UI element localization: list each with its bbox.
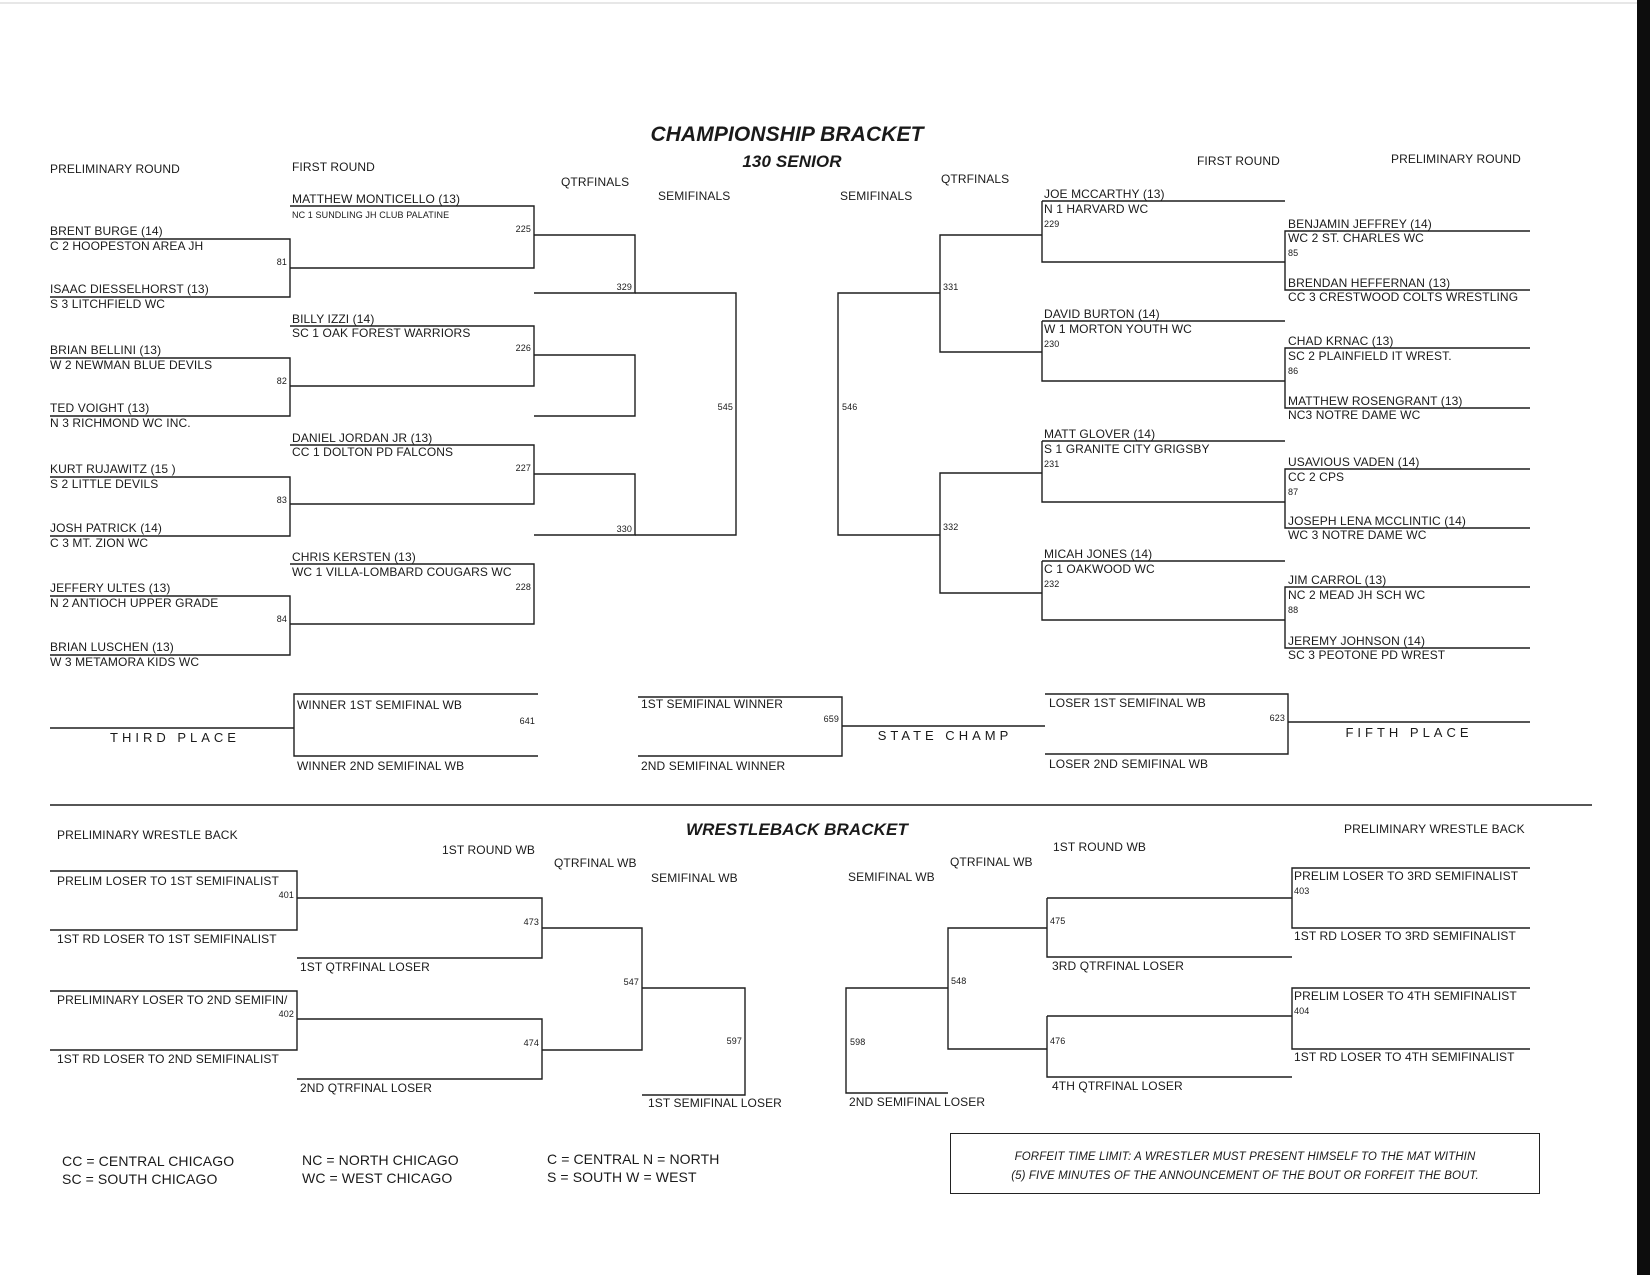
wrestler-team: C 2 HOOPESTON AREA JH xyxy=(50,239,204,253)
round-label-semi-left: SEMIFINALS xyxy=(658,189,731,203)
bout-number: 329 xyxy=(616,282,632,292)
bout-number: 548 xyxy=(951,976,967,986)
wrestler-team: SC 2 PLAINFIELD IT WREST. xyxy=(1288,349,1452,363)
wb-qtr-loser-slot: 3RD QTRFINAL LOSER xyxy=(1052,959,1185,973)
state-champ-label: STATE CHAMP xyxy=(877,728,1013,743)
wb-slot: 1ST RD LOSER TO 2ND SEMIFINALIST xyxy=(57,1052,279,1066)
wrestler-name: BILLY IZZI (14) xyxy=(292,312,375,326)
wrestler-team: N 3 RICHMOND WC INC. xyxy=(50,416,191,430)
wrestler-name: KURT RUJAWITZ (15 ) xyxy=(50,462,176,476)
wrestler-team: NC3 NOTRE DAME WC xyxy=(1288,408,1421,422)
bout-number: 473 xyxy=(523,917,539,927)
wrestleback-title: WRESTLEBACK BRACKET xyxy=(686,820,908,839)
round-label-wb-semi-left: SEMIFINAL WB xyxy=(651,871,738,885)
bout-number: 547 xyxy=(623,977,639,987)
legend-wc: WC = WEST CHICAGO xyxy=(302,1170,453,1186)
wrestler-name: BRENDAN HEFFERNAN (13) xyxy=(1288,276,1451,290)
fifth-place-top-slot: LOSER 1ST SEMIFINAL WB xyxy=(1049,696,1206,710)
scan-edge-border xyxy=(1637,0,1650,1275)
round-label-first-left: FIRST ROUND xyxy=(292,160,375,174)
weight-class: 130 SENIOR xyxy=(742,152,842,171)
wrestler-name: JIM CARROL (13) xyxy=(1288,573,1387,587)
wrestler-team: WC 2 ST. CHARLES WC xyxy=(1288,231,1424,245)
bout-number: 403 xyxy=(1294,886,1310,896)
bout-number: 402 xyxy=(278,1009,294,1019)
legend-c-n: C = CENTRAL N = NORTH xyxy=(547,1151,720,1167)
round-label-wb-prelim-right: PRELIMINARY WRESTLE BACK xyxy=(1344,822,1525,836)
round-label-wb-first-left: 1ST ROUND WB xyxy=(442,843,535,857)
bout-number: 86 xyxy=(1288,366,1299,376)
bout-number: 475 xyxy=(1050,916,1066,926)
wrestler-team: NC 2 MEAD JH SCH WC xyxy=(1288,588,1426,602)
wrestler-name: JOSEPH LENA MCCLINTIC (14) xyxy=(1288,514,1466,528)
wrestler-team: S 3 LITCHFIELD WC xyxy=(50,297,166,311)
round-label-prelim-left: PRELIMINARY ROUND xyxy=(50,162,180,176)
wb-semi-loser-slot: 1ST SEMIFINAL LOSER xyxy=(648,1096,782,1110)
wb-slot: PRELIM LOSER TO 3RD SEMIFINALIST xyxy=(1294,869,1519,883)
wrestler-name: MATTHEW MONTICELLO (13) xyxy=(292,192,461,206)
legend-sc: SC = SOUTH CHICAGO xyxy=(62,1171,218,1187)
wrestler-team: S 2 LITTLE DEVILS xyxy=(50,477,159,491)
bout-number: 659 xyxy=(823,714,839,724)
bout-number: 229 xyxy=(1044,219,1060,229)
wrestler-team: SC 1 OAK FOREST WARRIORS xyxy=(292,326,471,340)
wrestler-name: JEFFERY ULTES (13) xyxy=(50,581,171,595)
wrestler-name: BRENT BURGE (14) xyxy=(50,224,163,238)
wb-qtr-loser-slot: 4TH QTRFINAL LOSER xyxy=(1052,1079,1183,1093)
round-label-qtr-left: QTRFINALS xyxy=(561,175,630,189)
bout-number: 88 xyxy=(1288,605,1299,615)
wrestler-team: NC 1 SUNDLING JH CLUB PALATINE xyxy=(292,210,450,220)
wrestler-name: MATTHEW ROSENGRANT (13) xyxy=(1288,394,1463,408)
wrestler-team: WC 3 NOTRE DAME WC xyxy=(1288,528,1427,542)
fifth-place-bottom-slot: LOSER 2ND SEMIFINAL WB xyxy=(1049,757,1209,771)
wrestler-name: TED VOIGHT (13) xyxy=(50,401,150,415)
round-label-prelim-right: PRELIMINARY ROUND xyxy=(1391,152,1521,166)
bout-number: 597 xyxy=(726,1036,742,1046)
wrestler-team: W 3 METAMORA KIDS WC xyxy=(50,655,200,669)
wrestler-name: CHRIS KERSTEN (13) xyxy=(292,550,416,564)
wrestler-name: JOSH PATRICK (14) xyxy=(50,521,162,535)
wb-slot: PRELIM LOSER TO 4TH SEMIFINALIST xyxy=(1294,989,1517,1003)
third-place-label: THIRD PLACE xyxy=(110,730,240,745)
bout-number: 82 xyxy=(276,376,287,386)
wrestler-name: BENJAMIN JEFFREY (14) xyxy=(1288,217,1432,231)
bout-number: 546 xyxy=(842,402,858,412)
wrestler-team: N 1 HARVARD WC xyxy=(1044,202,1149,216)
forfeit-notice-line1: FORFEIT TIME LIMIT: A WRESTLER MUST PRESENT HIMSELF TO THE MAT WITHIN xyxy=(1014,1151,1476,1163)
wrestler-team: CC 1 DOLTON PD FALCONS xyxy=(292,445,454,459)
round-label-wb-prelim-left: PRELIMINARY WRESTLE BACK xyxy=(57,828,238,842)
round-label-semi-right: SEMIFINALS xyxy=(840,189,913,203)
wrestler-name: ISAAC DIESSELHORST (13) xyxy=(50,282,209,296)
bout-number: 228 xyxy=(515,582,531,592)
wrestler-name: MATT GLOVER (14) xyxy=(1044,427,1156,441)
wrestler-team: WC 1 VILLA-LOMBARD COUGARS WC xyxy=(292,565,512,579)
legend-nc: NC = NORTH CHICAGO xyxy=(302,1152,459,1168)
wrestler-name: BRIAN BELLINI (13) xyxy=(50,343,162,357)
bout-number: 83 xyxy=(276,495,287,505)
wb-slot: 1ST RD LOSER TO 1ST SEMIFINALIST xyxy=(57,932,277,946)
wrestler-name: BRIAN LUSCHEN (13) xyxy=(50,640,174,654)
wrestler-name: JOE MCCARTHY (13) xyxy=(1044,187,1165,201)
wb-slot: 1ST RD LOSER TO 4TH SEMIFINALIST xyxy=(1294,1050,1515,1064)
bout-number: 404 xyxy=(1294,1006,1310,1016)
bout-number: 231 xyxy=(1044,459,1060,469)
wb-slot: 1ST RD LOSER TO 3RD SEMIFINALIST xyxy=(1294,929,1516,943)
legend-cc: CC = CENTRAL CHICAGO xyxy=(62,1153,235,1169)
round-label-wb-semi-right: SEMIFINAL WB xyxy=(848,870,935,884)
wrestler-team: W 2 NEWMAN BLUE DEVILS xyxy=(50,358,213,372)
fifth-place-label: FIFTH PLACE xyxy=(1345,725,1473,740)
bout-number: 87 xyxy=(1288,487,1299,497)
round-label-first-right: FIRST ROUND xyxy=(1197,154,1280,168)
bout-number: 623 xyxy=(1269,713,1285,723)
third-place-bottom-slot: WINNER 2ND SEMIFINAL WB xyxy=(297,759,465,773)
wrestler-name: MICAH JONES (14) xyxy=(1044,547,1153,561)
bout-number: 598 xyxy=(850,1037,866,1047)
bout-number: 476 xyxy=(1050,1036,1066,1046)
page-title: CHAMPIONSHIP BRACKET xyxy=(650,123,924,146)
bout-number: 331 xyxy=(943,282,959,292)
round-label-wb-qtr-left: QTRFINAL WB xyxy=(554,856,637,870)
forfeit-notice-line2: (5) FIVE MINUTES OF THE ANNOUNCEMENT OF THE BOUT OR FORFEIT THE BOUT. xyxy=(1011,1170,1479,1182)
wrestler-team: C 1 OAKWOOD WC xyxy=(1044,562,1155,576)
wrestler-team: W 1 MORTON YOUTH WC xyxy=(1044,322,1192,336)
bout-number: 84 xyxy=(276,614,287,624)
wb-qtr-loser-slot: 2ND QTRFINAL LOSER xyxy=(300,1081,433,1095)
wb-qtr-loser-slot: 1ST QTRFINAL LOSER xyxy=(300,960,430,974)
third-place-top-slot: WINNER 1ST SEMIFINAL WB xyxy=(297,698,462,712)
wrestler-team: SC 3 PEOTONE PD WREST xyxy=(1288,648,1446,662)
bout-number: 401 xyxy=(278,890,294,900)
round-label-wb-first-right: 1ST ROUND WB xyxy=(1053,840,1146,854)
state-champ-bottom-slot: 2ND SEMIFINAL WINNER xyxy=(641,759,786,773)
bout-number: 474 xyxy=(523,1038,539,1048)
wrestler-name: DAVID BURTON (14) xyxy=(1044,307,1160,321)
wrestler-team: N 2 ANTIOCH UPPER GRADE xyxy=(50,596,219,610)
bout-number: 232 xyxy=(1044,579,1060,589)
bout-number: 227 xyxy=(515,463,531,473)
bout-number: 230 xyxy=(1044,339,1060,349)
wrestler-name: DANIEL JORDAN JR (13) xyxy=(292,431,433,445)
bout-number: 226 xyxy=(515,343,531,353)
state-champ-top-slot: 1ST SEMIFINAL WINNER xyxy=(641,697,784,711)
wrestler-name: JEREMY JOHNSON (14) xyxy=(1288,634,1426,648)
bout-number: 332 xyxy=(943,522,959,532)
wrestler-team: CC 2 CPS xyxy=(1288,470,1345,484)
bout-number: 225 xyxy=(515,224,531,234)
bout-number: 85 xyxy=(1288,248,1299,258)
wrestler-team: CC 3 CRESTWOOD COLTS WRESTLING xyxy=(1288,290,1519,304)
wrestler-name: USAVIOUS VADEN (14) xyxy=(1288,455,1420,469)
legend-s-w: S = SOUTH W = WEST xyxy=(547,1169,697,1185)
wb-slot: PRELIMINARY LOSER TO 2ND SEMIFIN/ xyxy=(57,993,288,1007)
round-label-wb-qtr-right: QTRFINAL WB xyxy=(950,855,1033,869)
round-label-qtr-right: QTRFINALS xyxy=(941,172,1010,186)
wb-slot: PRELIM LOSER TO 1ST SEMIFINALIST xyxy=(57,874,279,888)
bout-number: 330 xyxy=(616,524,632,534)
bout-number: 81 xyxy=(276,257,287,267)
wrestler-name: CHAD KRNAC (13) xyxy=(1288,334,1394,348)
bout-number: 545 xyxy=(717,402,733,412)
wrestler-team: C 3 MT. ZION WC xyxy=(50,536,149,550)
bout-number: 641 xyxy=(519,716,535,726)
wrestler-team: S 1 GRANITE CITY GRIGSBY xyxy=(1044,442,1210,456)
wb-semi-loser-slot: 2ND SEMIFINAL LOSER xyxy=(849,1095,986,1109)
